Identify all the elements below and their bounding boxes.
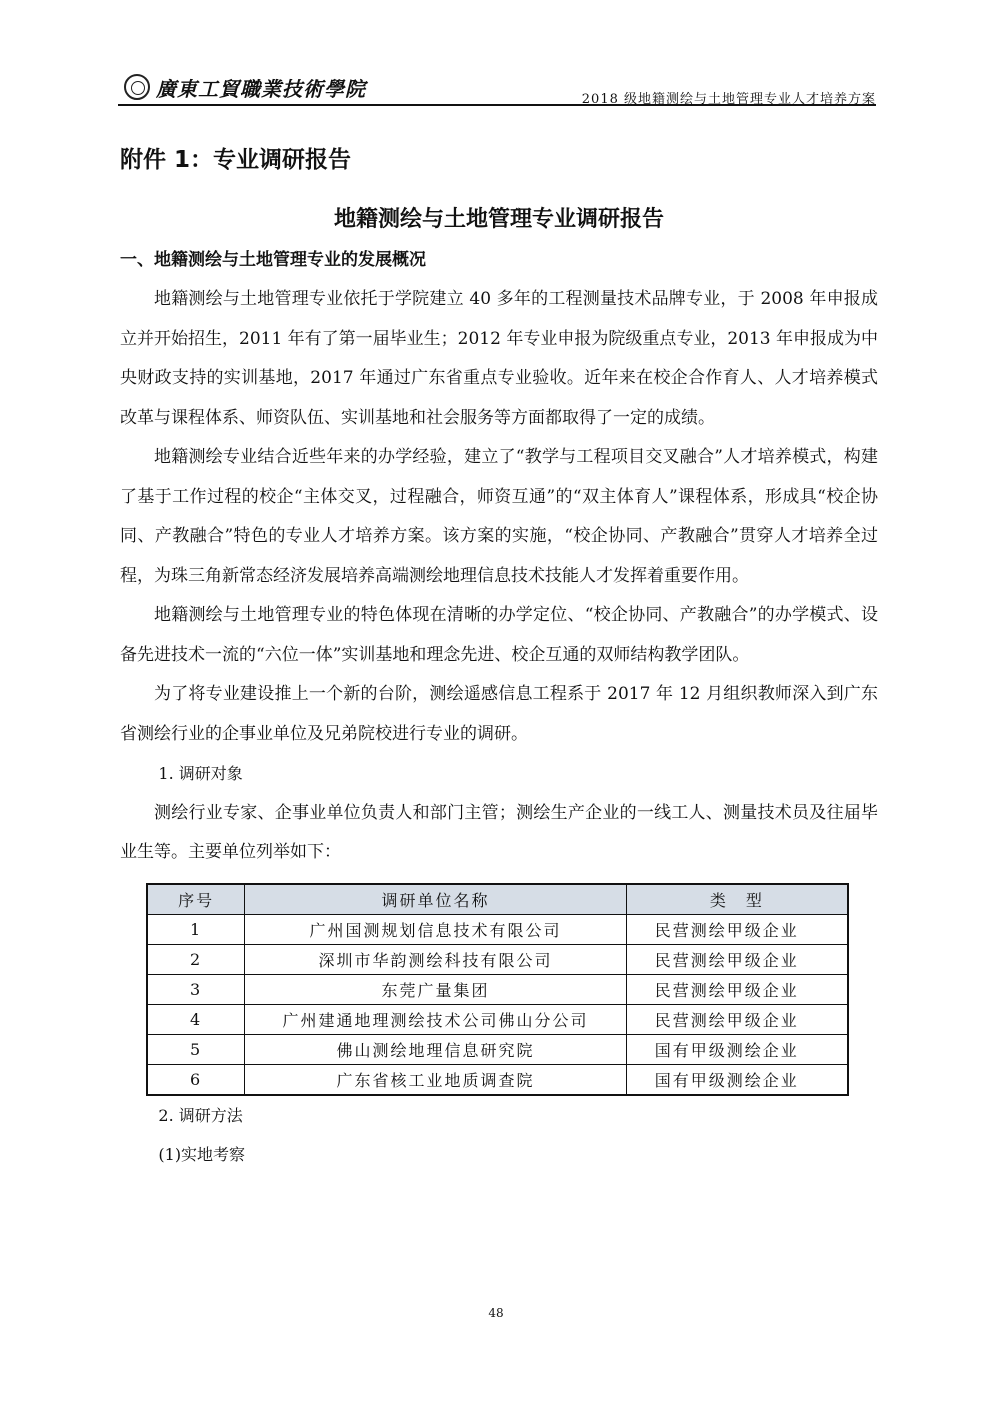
cell-type: 民营测绘甲级企业 bbox=[626, 914, 848, 944]
cell-name: 广东省核工业地质调查院 bbox=[245, 1064, 626, 1095]
section-1-title: 一、地籍测绘与土地管理专业的发展概况 bbox=[120, 250, 426, 270]
table-row bbox=[147, 1004, 848, 1034]
paragraph-3: 地籍测绘与土地管理专业的特色体现在清晰的办学定位、“校企协同、产教融合”的办学模式、设备先进技术一流的“六位一体”实训基地和理念先进、校企互通的双师结构教学团队。 bbox=[120, 605, 878, 665]
cell-type: 国有甲级测绘企业 bbox=[626, 1034, 848, 1064]
cell-no: 1 bbox=[147, 914, 245, 944]
header-name: 调研单位名称 bbox=[245, 884, 626, 915]
cell-no: 6 bbox=[147, 1064, 245, 1095]
cell-name: 佛山测绘地理信息研究院 bbox=[245, 1034, 626, 1064]
item-1-title: 1. 调研对象 bbox=[158, 764, 243, 783]
report-title: 地籍测绘与土地管理专业调研报告 bbox=[333, 207, 664, 232]
paragraph-4: 为了将专业建设推上一个新的台阶，测绘遥感信息工程系于 2017 年 12 月组织教师深入到广东省测绘行业的企事业单位及兄弟院校进行专业的调研。 bbox=[120, 684, 878, 744]
cell-no: 2 bbox=[147, 944, 245, 974]
header-no: 序号 bbox=[147, 884, 245, 915]
table-row bbox=[147, 914, 848, 944]
cell-type: 国有甲级测绘企业 bbox=[626, 1064, 848, 1095]
item-2-subtitle: (1)实地考察 bbox=[158, 1145, 246, 1164]
cell-no: 3 bbox=[147, 974, 245, 1004]
header-divider bbox=[118, 104, 876, 106]
cell-type: 民营测绘甲级企业 bbox=[626, 1004, 848, 1034]
paragraph-1: 地籍测绘与土地管理专业依托于学院建立 40 多年的工程测量技术品牌专业，于 2008 年申报成立并开始招生，2011 年有了第一届毕业生；2012 年专业申报为院级重点专业，2013 年申报成为中央财政支持的实训基地，2017 年通过广东省重点专业验收。近年来在校企合作育人、人才培养模式改革与课程体系、师资队伍、实训基地和社会服务等方面都取得了一定的成绩。 bbox=[120, 289, 879, 428]
table-header-row bbox=[147, 884, 848, 915]
cell-type: 民营测绘甲级企业 bbox=[626, 974, 848, 1004]
cell-no: 5 bbox=[147, 1034, 245, 1064]
table-row bbox=[147, 1064, 848, 1095]
document-title: 2018 级地籍测绘与土地管理专业人才培养方案 bbox=[581, 92, 876, 107]
cell-name: 广州国测规划信息技术有限公司 bbox=[245, 914, 626, 944]
paragraph-2: 地籍测绘专业结合近些年来的办学经验，建立了“教学与工程项目交叉融合”人才培养模式，构建了基于工作过程的校企“主体交叉，过程融合，师资互通”的“双主体育人”课程体系，形成具“校企协同、产教融合”特色的专业人才培养方案。该方案的实施，“校企协同、产教融合”贯穿人才培养全过程，为珠三角新常态经济发展培养高端测绘地理信息技术技能人才发挥着重要作用。 bbox=[120, 447, 878, 586]
survey-units-table bbox=[146, 883, 849, 1096]
page-header bbox=[118, 66, 876, 106]
table-row bbox=[147, 944, 848, 974]
page-content bbox=[120, 140, 878, 1175]
college-logo bbox=[124, 72, 366, 102]
cell-type: 民营测绘甲级企业 bbox=[626, 944, 848, 974]
item-1-text: 测绘行业专家、企事业单位负责人和部门主管；测绘生产企业的一线工人、测量技术员及往届毕业生等。主要单位列举如下： bbox=[120, 802, 878, 862]
cell-name: 东莞广量集团 bbox=[245, 974, 626, 1004]
item-2-title: 2. 调研方法 bbox=[158, 1105, 243, 1125]
cell-no: 4 bbox=[147, 1004, 245, 1034]
cell-name: 深圳市华韵测绘科技有限公司 bbox=[245, 944, 626, 974]
table-row bbox=[147, 974, 848, 1004]
college-seal-icon bbox=[124, 74, 150, 100]
page-number: 48 bbox=[488, 1306, 504, 1320]
table-row bbox=[147, 1034, 848, 1064]
logo-text: 廣東工貿職業技術學院 bbox=[156, 76, 366, 101]
header-type: 类 型 bbox=[626, 884, 848, 915]
attachment-title: 附件 1：专业调研报告 bbox=[120, 147, 352, 173]
cell-name: 广州建通地理测绘技术公司佛山分公司 bbox=[245, 1004, 626, 1034]
